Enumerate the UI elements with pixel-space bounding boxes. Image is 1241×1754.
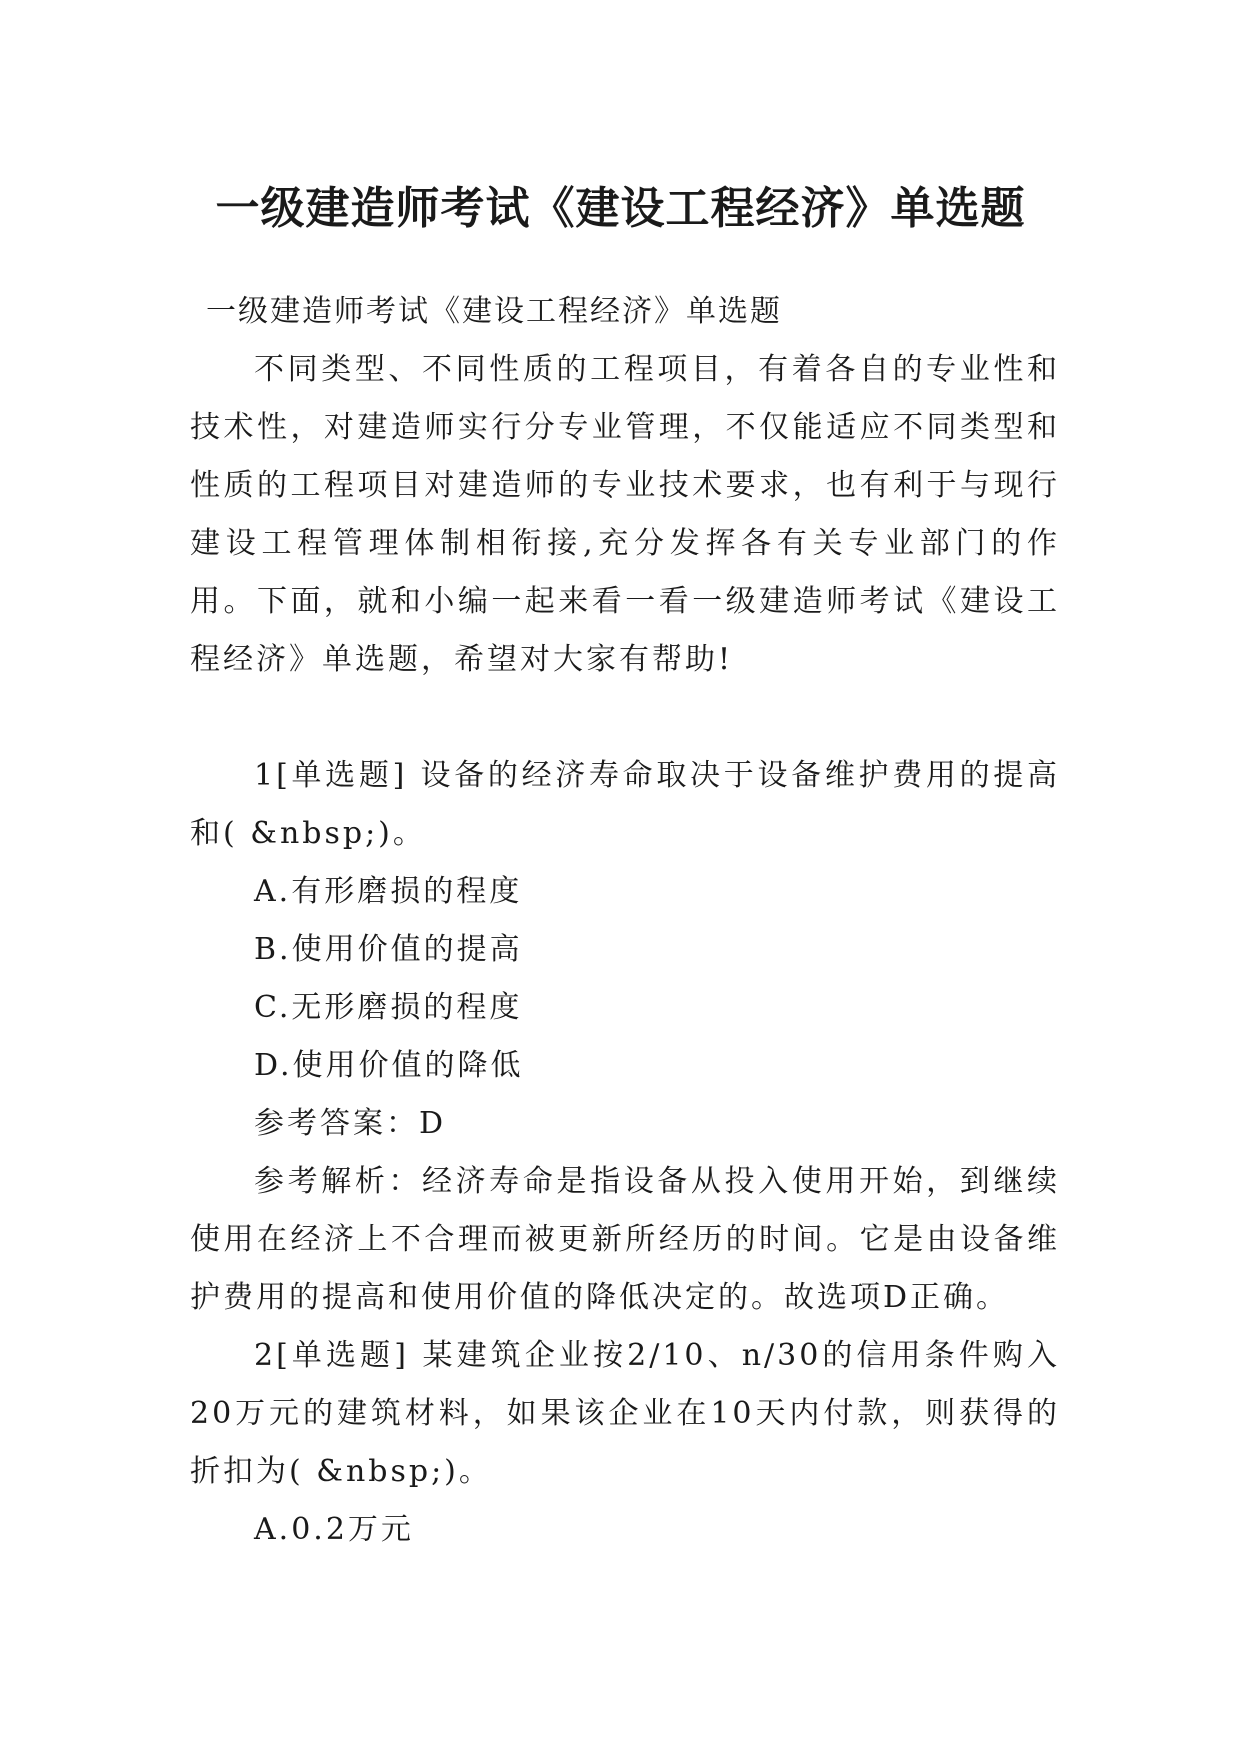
- question-1-option-c: C.无形磨损的程度: [254, 990, 523, 1025]
- document-title: 一级建造师考试《建设工程经济》单选题: [215, 183, 1026, 235]
- question-1-option-b: B.使用价值的提高: [254, 932, 523, 967]
- question-1-option-a: A.有形磨损的程度: [254, 874, 523, 909]
- question-1-option-d: D.使用价值的降低: [254, 1048, 524, 1083]
- paragraph-gap: [190, 689, 1060, 747]
- question-1-analysis: 参考解析：经济寿命是指设备从投入使用开始，到继续使用在经济上不合理而被更新所经历的时间。它是由设备维护费用的提高和使用价值的降低决定的。故选项D正确。: [190, 1164, 1060, 1315]
- question-2-option-a: A.0.2万元: [254, 1512, 414, 1547]
- question-2-stem: 2[单选题] 某建筑企业按2/10、n/30的信用条件购入20万元的建筑材料，如果该企业在10天内付款，则获得的折扣为( &nbsp;)。: [190, 1338, 1060, 1489]
- document-subtitle: 一级建造师考试《建设工程经济》单选题: [206, 294, 782, 329]
- document-body: [190, 283, 1060, 1559]
- intro-paragraph: 不同类型、不同性质的工程项目，有着各自的专业性和技术性，对建造师实行分专业管理，不仅能适应不同类型和性质的工程项目对建造师的专业技术要求，也有利于与现行建设工程管理体制相衔接,充分发挥各有关专业部门的作用。下面，就和小编一起来看一看一级建造师考试《建设工程经济》单选题，希望对大家有帮助!: [190, 352, 1060, 677]
- question-1-answer: 参考答案：D: [254, 1106, 447, 1141]
- question-1-stem: 1[单选题] 设备的经济寿命取决于设备维护费用的提高和( &nbsp;)。: [190, 758, 1060, 851]
